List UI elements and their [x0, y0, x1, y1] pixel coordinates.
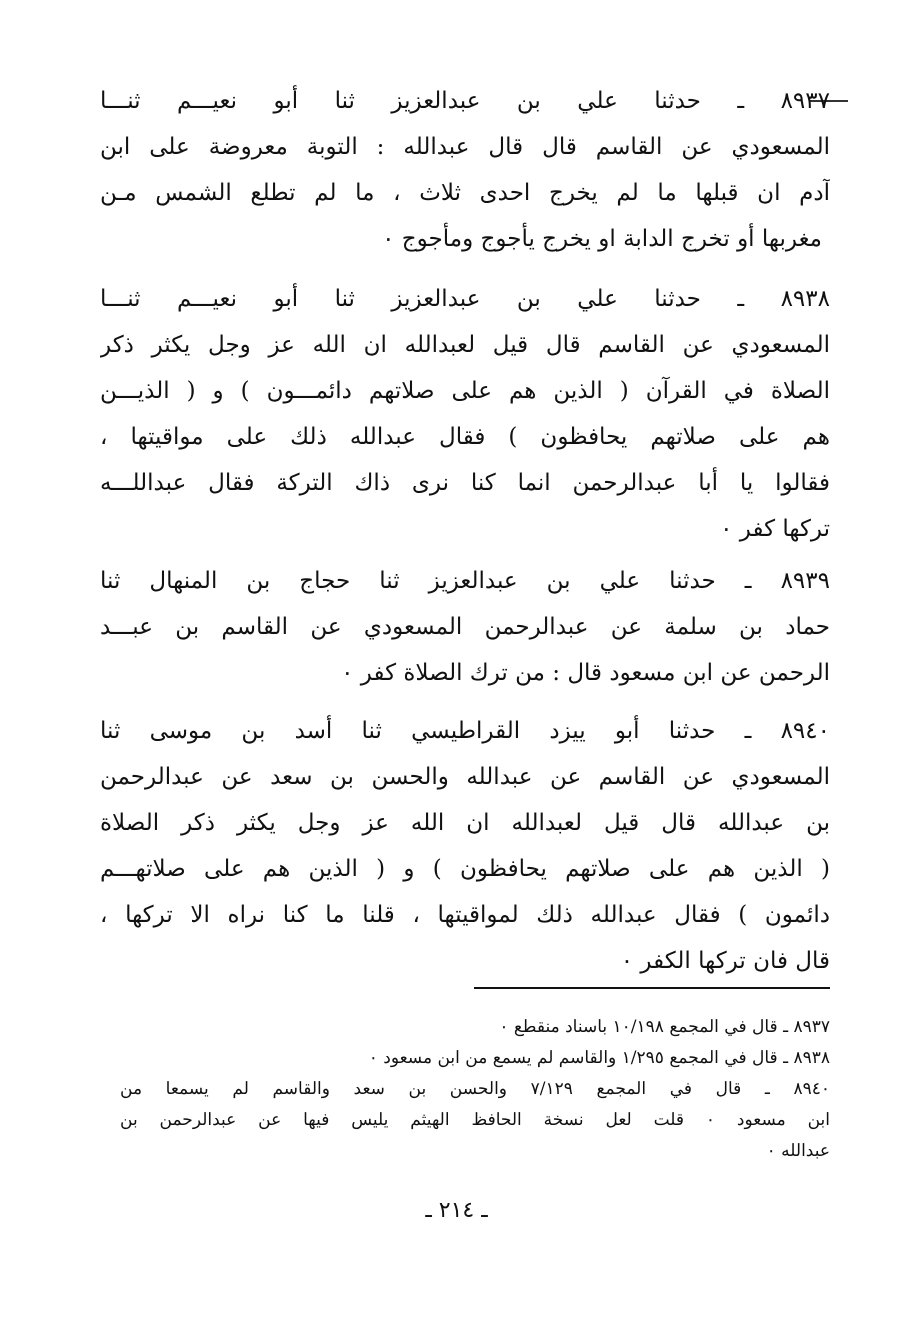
footnote-line: ٨٩٣٧ ـ قال في المجمع ١٠/١٩٨ باسناد منقطع ٠ [499, 1017, 830, 1037]
hadith-line: ٨٩٣٩ ـ حدثنا علي بن عبدالعزيز ثنا حجاج بن المنهال ثنا [100, 568, 830, 594]
hadith-line: ( الذين هم على صلاتهم يحافظون ) و ( الذين هم على صلاتهـــم [100, 856, 830, 882]
hadith-line: الصلاة في القرآن ( الذين هم على صلاتهم دائمـــون ) و ( الذيـــن [100, 378, 830, 404]
hadith-line: ٨٩٣٧ ـ حدثنا علي بن عبدالعزيز ثنا أبو نعيـــم ثنـــا [100, 88, 830, 114]
hadith-line: المسعودي عن القاسم عن عبدالله والحسن بن سعد عن عبدالرحمن [100, 764, 830, 790]
hadith-line: تركها كفر ٠ [720, 516, 830, 542]
page-number: ـ ٢١٤ ـ [425, 1198, 488, 1223]
footnote-divider [474, 987, 830, 989]
hadith-line: آدم ان قبلها ما لم يخرج احدى ثلاث ، ما لم تطلع الشمس مـن [100, 180, 830, 206]
hadith-line: ٨٩٣٨ ـ حدثنا علي بن عبدالعزيز ثنا أبو نعيـــم ثنـــا [100, 286, 830, 312]
hadith-line: مغربها أو تخرج الدابة او يخرج يأجوج ومأجوج ٠ [382, 226, 822, 252]
hadith-8938 [100, 276, 830, 552]
footnote-line: ٨٩٤٠ ـ قال في المجمع ٧/١٢٩ والحسن بن سعد والقاسم لم يسمعا من [120, 1079, 830, 1099]
hadith-line: دائمون ) فقال عبدالله ذلك لمواقيتها ، قلنا ما كنا نراه الا تركها ، [100, 902, 830, 928]
hadith-8939 [100, 558, 830, 696]
hadith-line: حماد بن سلمة عن عبدالرحمن المسعودي عن القاسم بن عبـــد [100, 614, 830, 640]
footnote-line: عبدالله ٠ [766, 1141, 830, 1161]
footnotes [120, 1012, 830, 1167]
hadith-8937 [100, 78, 830, 262]
hadith-line: المسعودي عن القاسم قال قيل لعبدالله ان الله عز وجل يكثر ذكر [100, 332, 830, 358]
hadith-line: المسعودي عن القاسم قال قال عبدالله : التوبة معروضة على ابن [100, 134, 830, 160]
hadith-line: قال فان تركها الكفر ٠ [620, 948, 830, 974]
footnote-line: ٨٩٣٨ ـ قال في المجمع ١/٢٩٥ والقاسم لم يسمع من ابن مسعود ٠ [368, 1048, 830, 1068]
hadith-8940 [100, 708, 830, 984]
footnote-line: ابن مسعود ٠ قلت لعل نسخة الحافظ الهيثم يليس فيها عن عبدالرحمن بن [120, 1110, 830, 1130]
hadith-line: الرحمن عن ابن مسعود قال : من ترك الصلاة كفر ٠ [341, 660, 830, 686]
hadith-line: بن عبدالله قال قيل لعبدالله ان الله عز وجل يكثر ذكر الصلاة [100, 810, 830, 836]
hadith-line: هم على صلاتهم يحافظون ) فقال عبدالله ذلك على مواقيتها ، [100, 424, 830, 450]
hadith-line: فقالوا يا أبا عبدالرحمن انما كنا نرى ذاك التركة فقال عبداللـــه [100, 470, 830, 496]
hadith-line: ٨٩٤٠ ـ حدثنا أبو ييزد القراطيسي ثنا أسد بن موسى ثنا [100, 718, 830, 744]
